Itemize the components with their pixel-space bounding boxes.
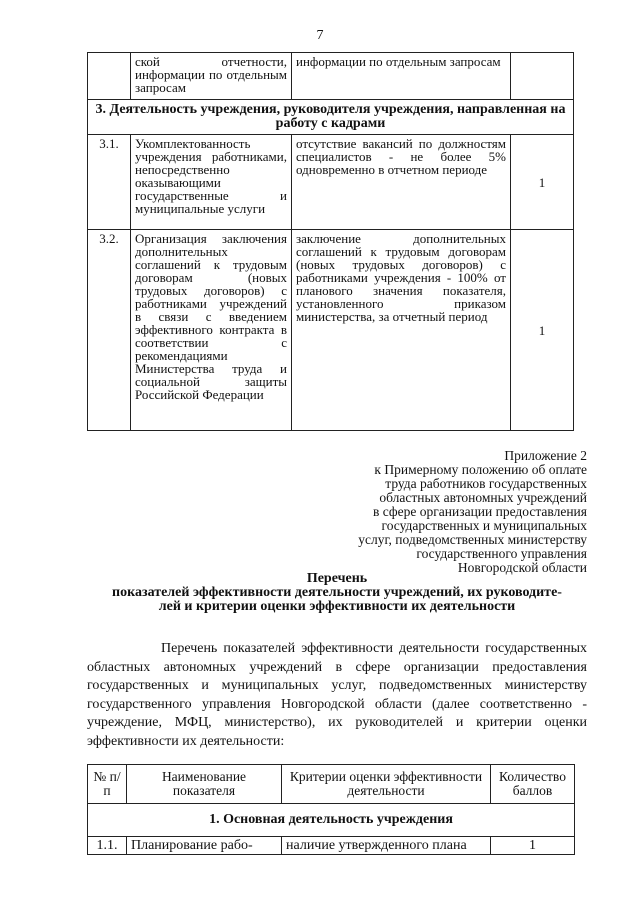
table-row <box>88 135 574 230</box>
section-heading: 1. Основная деятельность учреждения <box>88 804 575 837</box>
score-cell: 1 <box>511 230 574 431</box>
title-line: Перечень <box>306 571 368 586</box>
title-line: показателей эффективности деятельности учреждений, их руководите- <box>112 585 562 600</box>
criteria-cell: информации по отдельным запросам <box>292 53 511 100</box>
section-row <box>88 804 575 837</box>
header-criteria: Критерии оценки эффективности деятельности <box>282 765 491 804</box>
appendix-line: Новгородской области <box>457 560 587 575</box>
appendix-line: к Примерному положению об оплате <box>374 462 587 477</box>
table-row <box>88 53 574 100</box>
header-number: № п/п <box>88 765 127 804</box>
appendix-line: государственных и муниципальных <box>381 518 587 533</box>
indicators-table <box>87 764 575 855</box>
score-cell: 1 <box>511 135 574 230</box>
appendix-line: в сфере организации предоставления <box>373 504 587 519</box>
header-name: Наименование показателя <box>127 765 282 804</box>
criteria-cell: заключение дополнительных соглашений к трудовым договорам (новых трудовых договоров) с работниками учреждения - 100% от планового значения показателя, установленного приказом министерства, за отчетный период <box>292 230 511 431</box>
table-row <box>88 837 575 855</box>
intro-paragraph: Перечень показателей эффективности деятельности государственных областных автономных учреждений в сфере организации предоставления государственных и муниципальных услуг, подведомственных министерству государственного управления Новгородской области (далее соответственно - учреждение, МФЦ, министерство), их руководителей и критерии оценки эффективности их деятельности: <box>87 641 587 749</box>
score-cell <box>511 53 574 100</box>
indicators-table-continued <box>87 52 574 431</box>
section-row <box>88 100 574 135</box>
indicator-name-cell: ской отчетности, информации по отдельным запросам <box>131 53 292 100</box>
number-cell: 3.2. <box>88 230 131 431</box>
appendix-caption <box>300 449 587 575</box>
appendix-line: труда работников государственных <box>385 476 587 491</box>
appendix-line: услуг, подведомственных министерству <box>358 532 587 547</box>
page-number: 7 <box>316 28 324 43</box>
indicator-name-cell: Планирование рабо- <box>127 837 282 855</box>
table-row <box>88 230 574 431</box>
indicator-name-cell: Укомплектованность учреждения работниками, непосредственно оказывающими государственные и муниципальные услуги <box>131 135 292 230</box>
criteria-cell: отсутствие вакансий по должностям специалистов - не более 5% одновременно в отчетном периоде <box>292 135 511 230</box>
appendix-line: Приложение 2 <box>504 448 587 463</box>
appendix-line: областных автономных учреждений <box>379 490 587 505</box>
number-cell <box>88 53 131 100</box>
header-score: Количество баллов <box>491 765 575 804</box>
title-line: лей и критерии оценки эффективности их деятельности <box>158 599 516 614</box>
appendix-line: государственного управления <box>416 546 587 561</box>
number-cell: 3.1. <box>88 135 131 230</box>
number-cell: 1.1. <box>88 837 127 855</box>
criteria-cell: наличие утвержденного плана <box>282 837 491 855</box>
section-heading: 3. Деятельность учреждения, руководителя учреждения, направленная на работу с кадрами <box>88 100 574 135</box>
score-cell: 1 <box>491 837 575 855</box>
document-title <box>87 572 587 614</box>
header-row <box>88 765 575 804</box>
indicator-name-cell: Организация заключения дополнительных соглашений к трудовым договорам (новых трудовых договоров) с работниками учреждений в связи с введением эффективного контракта в соответствии с рекомендациями Министерства труда и социальной защиты Российской Федерации <box>131 230 292 431</box>
